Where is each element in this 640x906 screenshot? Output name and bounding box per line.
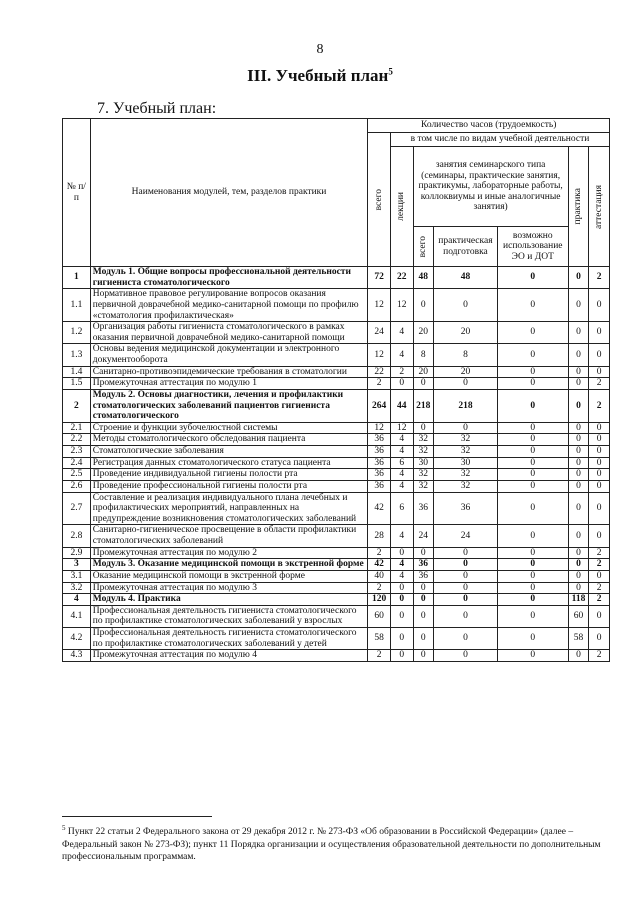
cell-eo: 0 [497, 525, 568, 547]
cell-prac: 8 [434, 344, 498, 366]
cell-sem: 8 [413, 344, 434, 366]
cell-att: 0 [589, 446, 610, 458]
cell-name: Нормативное правовое регулирование вопросов оказания первичной доврачебной медико-санитарной помощи по профилю «стоматология профилактическая» [90, 289, 368, 322]
cell-sem: 0 [413, 582, 434, 594]
cell-prac: 0 [434, 605, 498, 627]
cell-eo: 0 [497, 322, 568, 344]
cell-att: 0 [589, 322, 610, 344]
cell-num: 2.9 [63, 547, 91, 559]
section-footnote-mark: 5 [388, 66, 393, 77]
table-row [63, 289, 610, 322]
cell-practice: 0 [568, 559, 589, 571]
cell-eo: 0 [497, 469, 568, 481]
cell-prac: 0 [434, 422, 498, 434]
cell-eo: 0 [497, 378, 568, 390]
cell-total: 36 [368, 446, 391, 458]
cell-total: 36 [368, 469, 391, 481]
cell-name: Стоматологические заболевания [90, 446, 368, 458]
cell-num: 4.2 [63, 628, 91, 650]
cell-num: 2 [63, 389, 91, 422]
cell-num: 3 [63, 559, 91, 571]
cell-att: 2 [589, 594, 610, 606]
cell-lec: 12 [390, 289, 413, 322]
cell-name: Санитарно-гигиеническое просвещение в области профилактики стоматологических заболеваний [90, 525, 368, 547]
header-sem-total-text: всего [417, 235, 428, 258]
table-row [63, 492, 610, 525]
cell-name: Методы стоматологического обследования пациента [90, 434, 368, 446]
cell-total: 2 [368, 582, 391, 594]
cell-eo: 0 [497, 434, 568, 446]
cell-name: Модуль 3. Оказание медицинской помощи в экстренной форме [90, 559, 368, 571]
cell-sem: 0 [413, 289, 434, 322]
cell-total: 40 [368, 570, 391, 582]
cell-prac: 0 [434, 570, 498, 582]
cell-num: 1.1 [63, 289, 91, 322]
cell-eo: 0 [497, 547, 568, 559]
cell-sem: 32 [413, 480, 434, 492]
cell-eo: 0 [497, 594, 568, 606]
cell-total: 60 [368, 605, 391, 627]
table-row [63, 434, 610, 446]
cell-practice: 0 [568, 267, 589, 289]
cell-prac: 0 [434, 378, 498, 390]
header-hours: Количество часов (трудоемкость) [368, 119, 610, 133]
cell-att: 0 [589, 628, 610, 650]
cell-practice: 0 [568, 322, 589, 344]
header-prac-training: практическая подготовка [434, 227, 498, 267]
header-sem-total [413, 227, 434, 267]
cell-att: 2 [589, 378, 610, 390]
cell-prac: 32 [434, 434, 498, 446]
cell-total: 42 [368, 559, 391, 571]
cell-att: 2 [589, 389, 610, 422]
cell-eo: 0 [497, 628, 568, 650]
cell-prac: 48 [434, 267, 498, 289]
cell-eo: 0 [497, 480, 568, 492]
cell-eo: 0 [497, 582, 568, 594]
cell-practice: 0 [568, 378, 589, 390]
cell-eo: 0 [497, 289, 568, 322]
cell-name: Оказание медицинской помощи в экстренной форме [90, 570, 368, 582]
cell-prac: 24 [434, 525, 498, 547]
table-row [63, 457, 610, 469]
cell-lec: 0 [390, 594, 413, 606]
cell-prac: 32 [434, 446, 498, 458]
cell-practice: 0 [568, 446, 589, 458]
cell-num: 4.3 [63, 650, 91, 662]
cell-practice: 0 [568, 457, 589, 469]
cell-att: 0 [589, 422, 610, 434]
cell-lec: 4 [390, 469, 413, 481]
table-row [63, 322, 610, 344]
cell-sem: 48 [413, 267, 434, 289]
table-row [63, 469, 610, 481]
cell-prac: 32 [434, 469, 498, 481]
cell-att: 0 [589, 469, 610, 481]
cell-total: 58 [368, 628, 391, 650]
table-row [63, 582, 610, 594]
cell-eo: 0 [497, 366, 568, 378]
header-lectures [390, 147, 413, 267]
section-title-text: III. Учебный план [247, 66, 389, 85]
section-title [0, 66, 640, 86]
cell-lec: 4 [390, 570, 413, 582]
cell-num: 2.4 [63, 457, 91, 469]
header-total-text: всего [373, 188, 384, 211]
table-row [63, 628, 610, 650]
cell-practice: 0 [568, 570, 589, 582]
cell-name: Проведение профессиональной гигиены полости рта [90, 480, 368, 492]
cell-lec: 4 [390, 344, 413, 366]
cell-practice: 0 [568, 582, 589, 594]
cell-att: 2 [589, 559, 610, 571]
table-row [63, 480, 610, 492]
cell-eo: 0 [497, 446, 568, 458]
cell-prac: 0 [434, 289, 498, 322]
cell-eo: 0 [497, 344, 568, 366]
cell-lec: 0 [390, 547, 413, 559]
cell-sem: 20 [413, 322, 434, 344]
cell-name: Профессиональная деятельность гигиениста стоматологического по профилактике стоматологических заболеваний у детей [90, 628, 368, 650]
cell-num: 2.5 [63, 469, 91, 481]
cell-practice: 0 [568, 422, 589, 434]
cell-name: Регистрация данных стоматологического статуса пациента [90, 457, 368, 469]
header-num: № п/п [63, 119, 91, 267]
cell-eo: 0 [497, 457, 568, 469]
cell-lec: 6 [390, 457, 413, 469]
cell-name: Организация работы гигиениста стоматологического в рамках оказания первичной доврачебной медико-санитарной помощи [90, 322, 368, 344]
cell-num: 3.2 [63, 582, 91, 594]
cell-total: 2 [368, 650, 391, 662]
footnote-text: Пункт 22 статьи 2 Федерального закона от 29 декабря 2012 г. № 273-ФЗ «Об образовании в Российской Федерации» (далее – Федеральный закон № 273-ФЗ); пункт 11 Порядка организации и осуществления образовательной деятельности по дополнительным профессиональным программам. [62, 827, 601, 862]
cell-total: 28 [368, 525, 391, 547]
cell-att: 2 [589, 267, 610, 289]
cell-att: 0 [589, 366, 610, 378]
cell-practice: 0 [568, 389, 589, 422]
cell-total: 120 [368, 594, 391, 606]
cell-sem: 32 [413, 446, 434, 458]
cell-practice: 0 [568, 492, 589, 525]
header-practice [568, 147, 589, 267]
cell-total: 264 [368, 389, 391, 422]
cell-prac: 32 [434, 480, 498, 492]
table-row [63, 547, 610, 559]
table-row [63, 344, 610, 366]
subtitle: 7. Учебный план: [97, 100, 217, 117]
cell-att: 0 [589, 570, 610, 582]
cell-sem: 0 [413, 650, 434, 662]
cell-practice: 60 [568, 605, 589, 627]
cell-num: 2.2 [63, 434, 91, 446]
cell-att: 0 [589, 457, 610, 469]
cell-sem: 24 [413, 525, 434, 547]
cell-att: 0 [589, 525, 610, 547]
module-row [63, 267, 610, 289]
footnote-mark: 5 [62, 824, 66, 832]
cell-lec: 4 [390, 446, 413, 458]
cell-eo: 0 [497, 559, 568, 571]
cell-total: 12 [368, 289, 391, 322]
cell-name: Промежуточная аттестация по модулю 3 [90, 582, 368, 594]
cell-sem: 0 [413, 378, 434, 390]
cell-total: 72 [368, 267, 391, 289]
header-seminar: занятия семинарского типа (семинары, практические занятия, практикумы, лабораторные работы, коллоквиумы и иные аналогичные занятия) [413, 147, 568, 227]
cell-sem: 32 [413, 434, 434, 446]
cell-practice: 0 [568, 480, 589, 492]
cell-sem: 218 [413, 389, 434, 422]
cell-sem: 36 [413, 570, 434, 582]
cell-lec: 2 [390, 366, 413, 378]
cell-prac: 0 [434, 594, 498, 606]
cell-sem: 0 [413, 422, 434, 434]
cell-name: Санитарно-противоэпидемические требования в стоматологии [90, 366, 368, 378]
cell-num: 2.6 [63, 480, 91, 492]
cell-practice: 0 [568, 650, 589, 662]
cell-name: Проведение индивидуальной гигиены полости рта [90, 469, 368, 481]
cell-lec: 4 [390, 434, 413, 446]
cell-num: 3.1 [63, 570, 91, 582]
table-row [63, 422, 610, 434]
cell-num: 1.2 [63, 322, 91, 344]
cell-practice: 0 [568, 469, 589, 481]
curriculum-table [62, 118, 610, 662]
cell-name: Составление и реализация индивидуального плана лечебных и профилактических мероприятий, направленных на предупреждение возникновения стоматологических заболеваний [90, 492, 368, 525]
cell-name: Профессиональная деятельность гигиениста стоматологического по профилактике стоматологических заболеваний у взрослых [90, 605, 368, 627]
cell-total: 22 [368, 366, 391, 378]
cell-name: Модуль 2. Основы диагностики, лечения и профилактики стоматологических заболеваний пациентов гигиениста стоматологического [90, 389, 368, 422]
cell-prac: 0 [434, 650, 498, 662]
cell-att: 0 [589, 605, 610, 627]
table-body [63, 267, 610, 662]
cell-lec: 6 [390, 492, 413, 525]
cell-eo: 0 [497, 605, 568, 627]
table-row [63, 570, 610, 582]
table-row [63, 605, 610, 627]
cell-sem: 36 [413, 492, 434, 525]
cell-sem: 20 [413, 366, 434, 378]
cell-name: Промежуточная аттестация по модулю 1 [90, 378, 368, 390]
cell-lec: 0 [390, 628, 413, 650]
cell-prac: 0 [434, 559, 498, 571]
header-practice-text: практика [573, 188, 584, 225]
cell-total: 2 [368, 547, 391, 559]
cell-eo: 0 [497, 570, 568, 582]
cell-prac: 36 [434, 492, 498, 525]
table-row [63, 446, 610, 458]
cell-name: Строение и функции зубочелюстной системы [90, 422, 368, 434]
table-row [63, 650, 610, 662]
cell-practice: 0 [568, 434, 589, 446]
header-attestation-text: аттестация [593, 184, 604, 229]
cell-eo: 0 [497, 389, 568, 422]
cell-num: 1.5 [63, 378, 91, 390]
cell-prac: 20 [434, 366, 498, 378]
cell-total: 36 [368, 457, 391, 469]
table-row [63, 525, 610, 547]
cell-att: 2 [589, 582, 610, 594]
cell-sem: 30 [413, 457, 434, 469]
cell-prac: 218 [434, 389, 498, 422]
cell-prac: 0 [434, 582, 498, 594]
cell-att: 0 [589, 480, 610, 492]
module-row [63, 594, 610, 606]
cell-lec: 0 [390, 582, 413, 594]
header-name: Наименования модулей, тем, разделов практики [90, 119, 368, 267]
header-eo-dot: возможно использование ЭО и ДОТ [497, 227, 568, 267]
cell-num: 4.1 [63, 605, 91, 627]
cell-prac: 0 [434, 547, 498, 559]
cell-lec: 0 [390, 378, 413, 390]
cell-att: 2 [589, 650, 610, 662]
cell-practice: 58 [568, 628, 589, 650]
cell-lec: 0 [390, 650, 413, 662]
cell-practice: 0 [568, 547, 589, 559]
header-total [368, 133, 391, 267]
cell-total: 2 [368, 378, 391, 390]
footnote [62, 824, 610, 863]
cell-eo: 0 [497, 267, 568, 289]
cell-name: Модуль 1. Общие вопросы профессиональной деятельности гигиениста стоматологического [90, 267, 368, 289]
cell-num: 1.3 [63, 344, 91, 366]
cell-practice: 0 [568, 366, 589, 378]
cell-practice: 0 [568, 525, 589, 547]
cell-sem: 0 [413, 547, 434, 559]
cell-prac: 30 [434, 457, 498, 469]
cell-lec: 12 [390, 422, 413, 434]
cell-num: 1.4 [63, 366, 91, 378]
cell-att: 0 [589, 492, 610, 525]
cell-lec: 0 [390, 605, 413, 627]
cell-total: 24 [368, 322, 391, 344]
page-number: 8 [316, 42, 324, 57]
cell-lec: 4 [390, 525, 413, 547]
table-row [63, 366, 610, 378]
cell-att: 0 [589, 344, 610, 366]
cell-num: 4 [63, 594, 91, 606]
cell-prac: 20 [434, 322, 498, 344]
cell-eo: 0 [497, 492, 568, 525]
module-row [63, 559, 610, 571]
cell-lec: 44 [390, 389, 413, 422]
cell-lec: 4 [390, 480, 413, 492]
cell-practice: 0 [568, 289, 589, 322]
cell-name: Основы ведения медицинской документации и электронного документооборота [90, 344, 368, 366]
cell-lec: 4 [390, 322, 413, 344]
cell-sem: 0 [413, 605, 434, 627]
module-row [63, 389, 610, 422]
cell-num: 2.1 [63, 422, 91, 434]
header-attestation [589, 147, 610, 267]
cell-name: Модуль 4. Практика [90, 594, 368, 606]
cell-num: 2.3 [63, 446, 91, 458]
cell-prac: 0 [434, 628, 498, 650]
cell-eo: 0 [497, 650, 568, 662]
cell-sem: 0 [413, 628, 434, 650]
table-row [63, 378, 610, 390]
cell-att: 2 [589, 547, 610, 559]
cell-total: 36 [368, 434, 391, 446]
cell-lec: 22 [390, 267, 413, 289]
cell-name: Промежуточная аттестация по модулю 4 [90, 650, 368, 662]
footnote-divider [62, 816, 212, 817]
cell-num: 2.7 [63, 492, 91, 525]
cell-total: 36 [368, 480, 391, 492]
cell-name: Промежуточная аттестация по модулю 2 [90, 547, 368, 559]
cell-total: 12 [368, 344, 391, 366]
cell-sem: 32 [413, 469, 434, 481]
header-by-type: в том числе по видам учебной деятельности [390, 133, 609, 147]
cell-eo: 0 [497, 422, 568, 434]
cell-num: 1 [63, 267, 91, 289]
cell-total: 12 [368, 422, 391, 434]
cell-lec: 4 [390, 559, 413, 571]
cell-sem: 0 [413, 594, 434, 606]
cell-practice: 0 [568, 344, 589, 366]
cell-att: 0 [589, 434, 610, 446]
cell-sem: 36 [413, 559, 434, 571]
cell-num: 2.8 [63, 525, 91, 547]
header-lectures-text: лекции [396, 192, 407, 221]
cell-att: 0 [589, 289, 610, 322]
cell-practice: 118 [568, 594, 589, 606]
cell-total: 42 [368, 492, 391, 525]
